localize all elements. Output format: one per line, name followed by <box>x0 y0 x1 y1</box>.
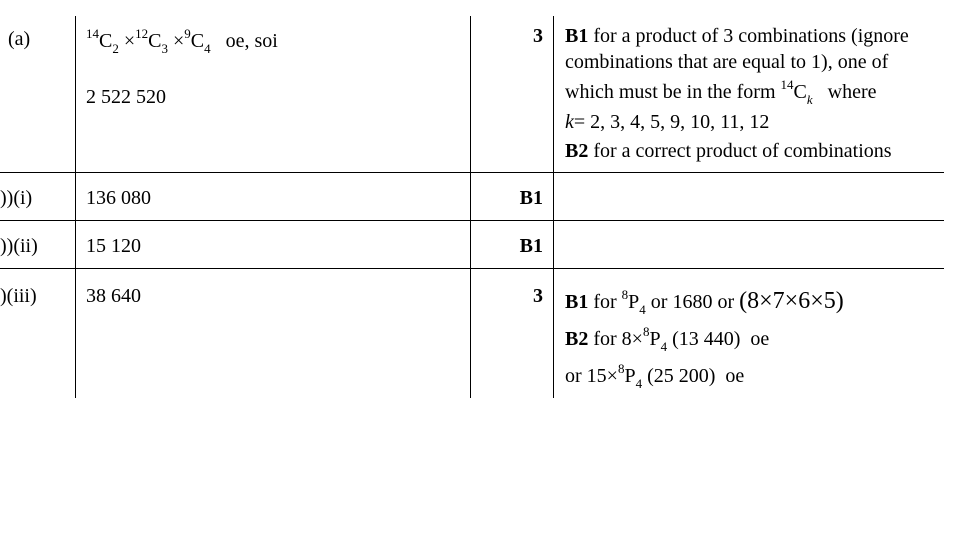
column-divider <box>470 16 471 398</box>
guidance-text: (25 200) <box>642 365 716 387</box>
mark-code: B1 <box>565 291 589 313</box>
guidance-text: or 15× <box>565 365 618 387</box>
guidance-text: (13 440) <box>667 328 741 350</box>
subscript: 4 <box>660 339 668 354</box>
answer-expression: $^{14}C_2 \times^{12}C_3 \times^9C_4$ oe, soi <box>86 26 278 56</box>
guidance-text: or 1680 or <box>645 291 740 313</box>
guidance-line <box>565 108 769 136</box>
column-divider <box>75 16 76 398</box>
guidance-text: oe <box>750 328 770 350</box>
guidance-text: oe <box>725 365 745 387</box>
mark-code: B1 <box>565 25 589 47</box>
part-label: (a) <box>8 28 31 50</box>
guidance-line <box>565 137 892 165</box>
guidance-line: which must be in the form $^{14}C_k$ where <box>565 77 877 107</box>
subscript: k <box>806 92 813 107</box>
guidance-text: which must be in the form <box>565 81 781 103</box>
guidance-line: combinations that are equal to 1), one of <box>565 51 889 73</box>
guidance-text: = 2, 3, 4, 5, 9, 10, 11, 12 <box>573 111 770 133</box>
prescript: 8 <box>617 361 625 377</box>
prescript: 8 <box>642 324 650 340</box>
guidance-text: for 8× <box>588 328 643 350</box>
column-divider <box>553 16 554 398</box>
guidance-line: or $15\times^8P_4$ (25 200) oe <box>565 361 745 391</box>
mark-code: B2 <box>565 140 589 162</box>
subscript: 4 <box>639 302 646 317</box>
prescript: 8 <box>621 287 629 303</box>
guidance-text: (8×7×6×5) <box>739 288 844 314</box>
row-divider <box>0 268 944 269</box>
part-label: )(iii) <box>0 285 37 307</box>
row-divider <box>0 220 944 221</box>
answer-value: 136 080 <box>86 187 151 209</box>
subscript: 3 <box>161 41 168 56</box>
answer-suffix: oe, soi <box>225 30 278 52</box>
row-divider <box>0 172 944 173</box>
mark-value: 3 <box>533 25 543 47</box>
prescript: 14 <box>86 26 99 42</box>
prescript: 9 <box>184 26 191 42</box>
mark-value: 3 <box>533 285 543 307</box>
answer-value: 2 522 520 <box>86 86 166 108</box>
prescript: 14 <box>780 77 794 93</box>
subscript: 2 <box>112 41 119 56</box>
mark-value: B1 <box>519 187 543 209</box>
part-label: ))(i) <box>0 187 33 209</box>
guidance-text: for a product of 3 combinations (ignore <box>588 25 909 47</box>
guidance-text: for a correct product of combinations <box>588 140 892 162</box>
subscript: 4 <box>204 41 211 56</box>
guidance-line <box>565 22 909 50</box>
subscript: 4 <box>635 376 643 391</box>
guidance-line: B2 for $8\times^8P_4$ (13 440) oe <box>565 324 770 354</box>
mark-value: B1 <box>519 235 543 257</box>
guidance-text: where <box>827 81 877 103</box>
guidance-line: B1 for $^8P_4$ or 1680 or (8×7×6×5) <box>565 287 844 317</box>
part-label: ))(ii) <box>0 235 38 257</box>
variable: k <box>565 111 574 133</box>
mark-code: B2 <box>565 328 589 350</box>
answer-value: 15 120 <box>86 235 141 257</box>
answer-value: 38 640 <box>86 285 141 307</box>
guidance-text: for <box>588 291 622 313</box>
prescript: 12 <box>135 26 149 42</box>
